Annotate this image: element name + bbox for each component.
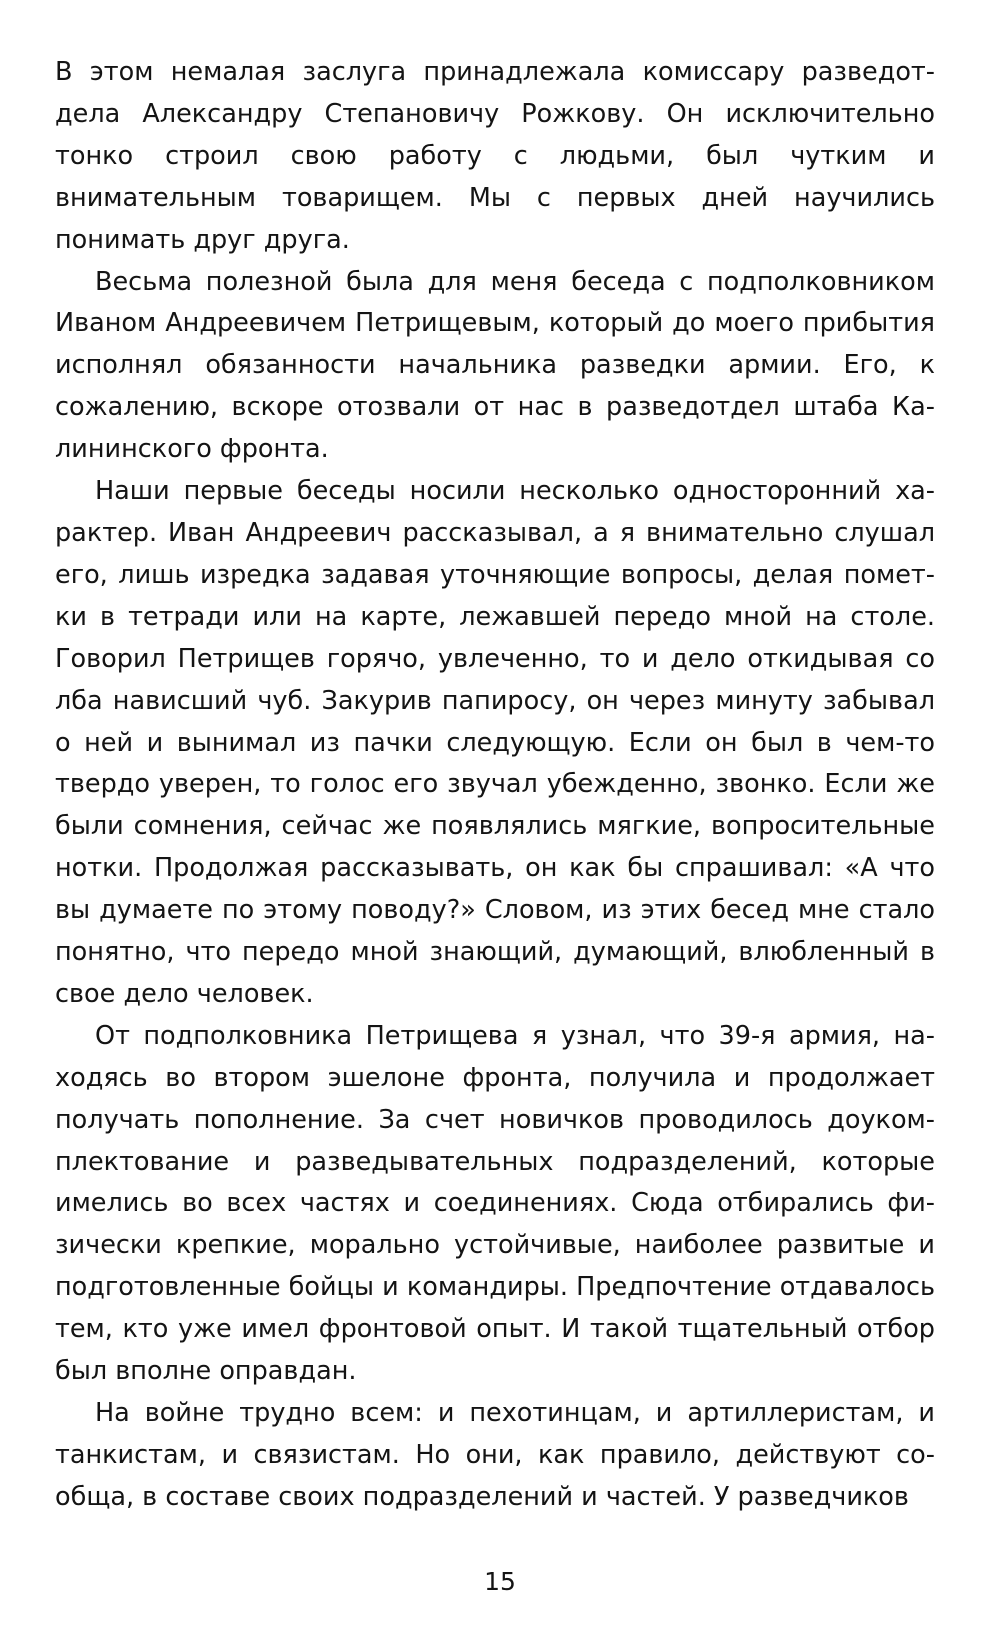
paragraph-4: От подполковника Петрищева я узнал, что 39-я армия, находясь во втором эшелоне фронта, получила и продолжает получать пополнение. За счет новичков проводилось доукомплектование и разведывательных подразделений, которые имелись во всех частях и соединениях. Сюда отбирались физически крепкие, морально устойчивые, наиболее развитые и подготовленные бойцы и командиры. Предпочтение отдавалось тем, кто уже имел фронтовой опыт. И такой тщательный отбор был вполне оправдан.: [55, 1020, 936, 1387]
paragraph-3: Наши первые беседы носили несколько односторонний характер. Иван Андреевич рассказывал, а я внимательно слушал его, лишь изредка задавая уточняющие вопросы, делая пометки в тетради или на карте, лежавшей передо мной на столе. Говорил Петрищев горячо, увлеченно, то и дело откидывая со лба нависший чуб. Закурив папиросу, он через минуту забывал о ней и вынимал из пачки следующую. Если он был в чем-то твердо уверен, то голос его звучал убежденно, звонко. Если же были сомнения, сейчас же появлялись мягкие, вопросительные нотки. Продолжая рассказывать, он как бы спрашивал: «А что вы думаете по этому поводу?» Словом, из этих бесед мне стало понятно, что передо мной знающий, думающий, влюбленный в свое дело человек.: [55, 476, 935, 1009]
page-number: 15: [484, 1567, 516, 1596]
paragraph-5: На войне трудно всем: и пехотинцам, и артиллеристам, и танкистам, и связистам. Но они, как правило, действуют сообща, в составе своих подразделений и частей. У разведчиков: [55, 1398, 935, 1512]
paragraph-2: Весьма полезной была для меня беседа с подполковником Иваном Андреевичем Петрищевым, который до моего прибытия исполнял обязанности начальника разведки армии. Его, к сожалению, вскоре отозвали от нас в разведотдел штаба Калининского фронта.: [55, 266, 935, 465]
page-body: [55, 52, 935, 1519]
paragraph-1: В этом немалая заслуга принадлежала комиссару разведотдела Александру Степановичу Рожкову. Он исключительно тонко строил свою работу с людьми, был чутким и внимательным товарищем. Мы с первых дней научились понимать друг друга.: [55, 57, 935, 255]
